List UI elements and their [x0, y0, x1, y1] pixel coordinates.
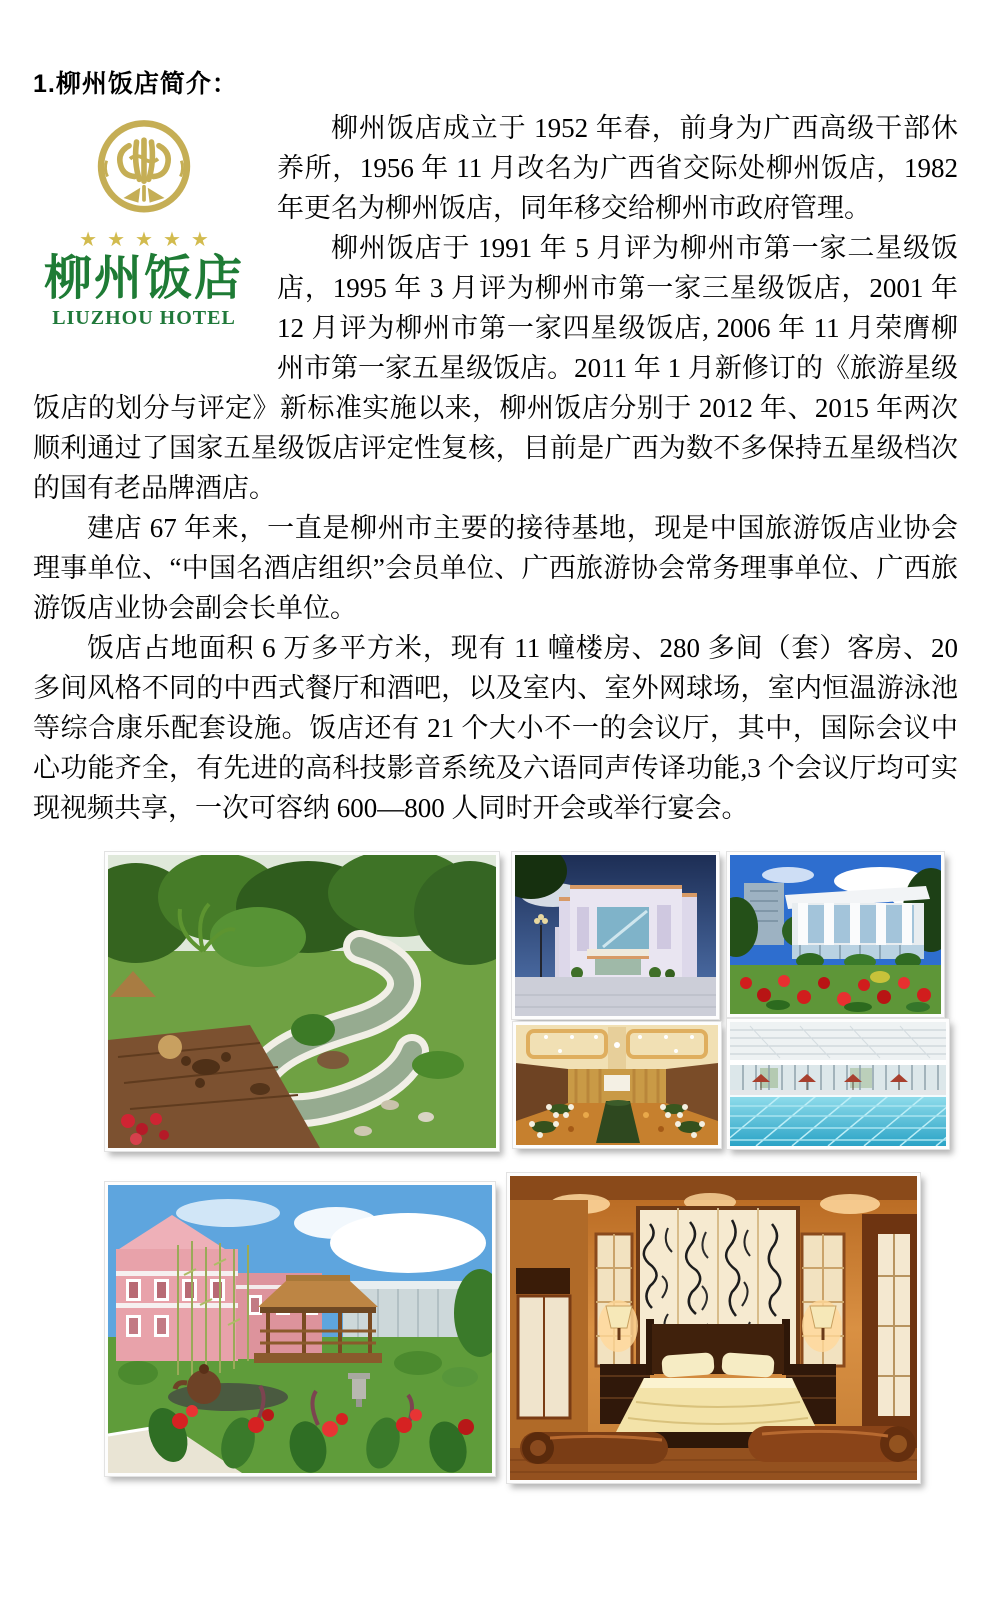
intro-paragraph-2: 柳州饭店于 1991 年 5 月评为柳州市第一家二星级饭店，1995 年 3 月评为柳州市第一家三星级饭店，2001 年 12 月评为柳州市第一家四星级饭店, 2006 年 11 月荣膺柳州市第一家五星级饭店。2011 年 1 月新修订的《旅游星级饭店的划分与评定》新标准实施以来，柳州饭店分别于 2012 年、2015 年两次顺利通过了国家五星级饭店评定性复核，目前是广西为数不多保持五星级档次的国有老品牌酒店。 [33, 233, 958, 503]
garden-pond-photo [105, 852, 499, 1151]
page-title: 1.柳州饭店简介： [33, 70, 238, 98]
guest-room-photo [507, 1173, 920, 1483]
intro-paragraph-4: 饭店占地面积 6 万多平方米，现有 11 幢楼房、280 多间（套）客房、20 多间风格不同的中西式餐厅和酒吧，以及室内、室外网球场，室内恒温游泳池等综合康乐配套设施。饭店还有 21 个大小不一的会议厅，其中，国际会议中心功能齐全，有先进的高科技影音系统及六语同声传译功能,3 个会议厅均可实现视频共享，一次可容纳 600—800 人同时开会或举行宴会。 [33, 633, 958, 823]
photo-collage [33, 828, 958, 1528]
hotel-chinese-name: 柳州饭店 [43, 250, 244, 306]
intro-paragraph-1: 柳州饭店成立于 1952 年春，前身为广西高级干部休养所，1956 年 11 月改名为广西省交际处柳州饭店，1982 年更名为柳州饭店，同年移交给柳州市政府管理。 [277, 113, 958, 223]
pink-villa-garden-photo [105, 1182, 495, 1476]
five-star-icons: ★★★★★ [79, 227, 219, 251]
intro-paragraph-3: 建店 67 年来，一直是柳州市主要的接待基地，现是中国旅游饭店业协会理事单位、“中国名酒店组织”会员单位、广西旅游协会常务理事单位、广西旅游饭店业协会副会长单位。 [33, 513, 958, 623]
hotel-english-name: LIUZHOU HOTEL [52, 307, 236, 329]
intro-text [33, 108, 958, 828]
banquet-hall-photo [513, 1022, 721, 1148]
liuzhou-hotel-logo [41, 114, 247, 348]
indoor-pool-photo [727, 1019, 949, 1149]
lotus-emblem-icon [88, 114, 200, 226]
conference-building-photo [727, 852, 944, 1017]
main-building-photo [512, 852, 719, 1019]
